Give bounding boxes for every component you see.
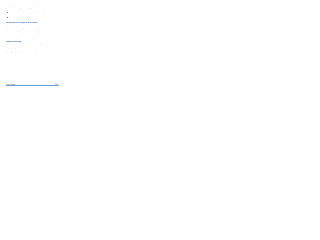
footer-manual-title: User's Manual: [6, 85, 16, 87]
intro-line: some restrictions apply when playing media discs on this computer.: [6, 7, 54, 9]
section-line: You can use the optical disc drive to write data to CD-R, CD-RW,: [6, 25, 52, 27]
sub-line: and operating instructions in this section. If you fail to do so,: [6, 47, 49, 49]
sub-line: you may find that the optical disc drive may not function: [6, 49, 46, 51]
bullet-line: they were created or recorded.: [8, 13, 30, 15]
section-heading: Writing discs on optical disc drives: [6, 21, 38, 24]
section-line: to perform. Writing speed may vary depending on the disc: [6, 31, 47, 33]
section-line: writing is in progress, as this may damage the disc.: [6, 36, 43, 38]
bullet-icon: [7, 17, 8, 18]
footer-page-number: 3-36: [55, 85, 59, 87]
intro-line: their playback is handled on this computer. Please note that: [6, 6, 49, 8]
section-line: you select the correct type of disc for the task you intend: [6, 29, 46, 31]
sub-line: Please also note that data may be lost in such cases.: [6, 53, 44, 55]
section-line: to write data. Do not move or shake the computer while: [6, 34, 45, 36]
sub-heading: Important message: [6, 40, 22, 43]
bullet-item: [6, 11, 60, 15]
bullet-line: Some discs may not play back correctly, depending on how: [8, 11, 50, 13]
bullet-line: that is pre-installed on this computer.: [8, 18, 35, 20]
intro-paragraph: [6, 4, 60, 10]
intro-line: The following sections describe different types of media and how: [6, 4, 52, 6]
bullet-item: [6, 16, 60, 20]
sub-line: the optical disc drive, please read and follow all of the setup: [6, 45, 49, 47]
section-line: media and drive model. Use the disc burning application: [6, 32, 46, 34]
sub-line: Before you write or rewrite to any of the media supported by: [6, 44, 49, 45]
bullet-line: Protected discs may not be playable with the software: [8, 16, 47, 18]
section-line: DVD-R, DVD-RW, DVD+R and DVD+RW discs. Make sure that: [6, 27, 51, 29]
section-paragraph: [6, 25, 60, 38]
bullet-icon: [7, 12, 8, 13]
document-page: [0, 0, 64, 90]
sub-paragraph: [6, 44, 60, 55]
sub-line: properly, and you may fail to write or rewrite discs.: [6, 51, 42, 53]
bullet-list: [6, 11, 60, 20]
